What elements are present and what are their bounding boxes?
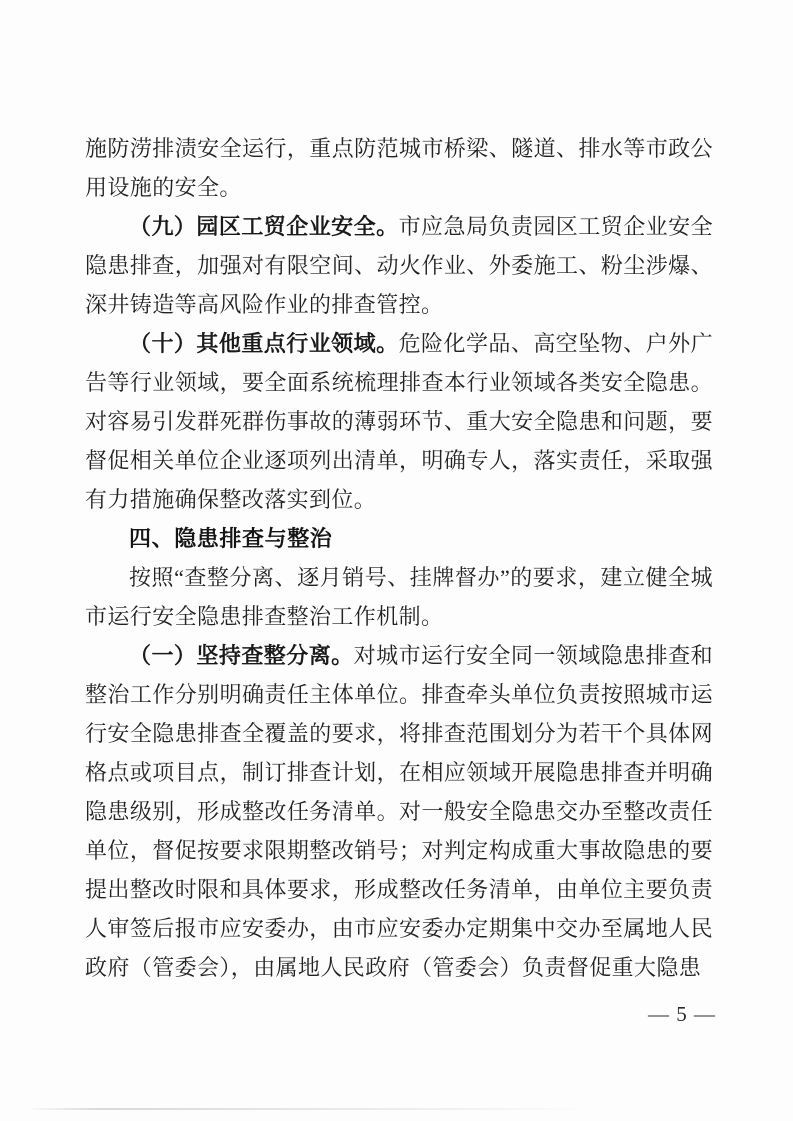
scan-edge-shadow [32,1108,592,1110]
section-heading-four: 四、隐患排查与整治 [129,526,333,551]
item-nine-lead: （九）园区工贸企业安全。 [129,214,399,239]
document-body [85,129,713,987]
item-one-lead: （一）坚持查整分离。 [129,643,354,668]
page-number: — 5 — [648,1002,716,1026]
item-ten-lead: （十）其他重点行业领域。 [129,331,399,356]
paragraph-continuation: 施防涝排渍安全运行，重点防范城市桥梁、隧道、排水等市政公用设施的安全。 [85,136,713,200]
paragraph-item-ten [85,324,713,519]
paragraph-item-nine [85,207,713,324]
item-ten-text: 危险化学品、高空坠物、户外广告等行业领域，要全面系统梳理排查本行业领域各类安全隐患。对容易引发群死群伤事故的薄弱环节、重大安全隐患和问题，要督促相关单位企业逐项列出清单，明确专人，落实责任，采取强有力措施确保整改落实到位。 [85,331,713,512]
item-nine-text: 市应急局负责园区工贸企业安全隐患排查，加强对有限空间、动火作业、外委施工、粉尘涉爆、深井铸造等高风险作业的排查管控。 [85,214,713,317]
paragraph-intro: 按照“查整分离、逐月销号、挂牌督办”的要求，建立健全城市运行安全隐患排查整治工作机制。 [85,565,713,629]
paragraph-item-one [85,636,713,987]
item-one-text: 对城市运行安全同一领域隐患排查和整治工作分别明确责任主体单位。排查牵头单位负责按照城市运行安全隐患排查全覆盖的要求，将排查范围划分为若干个具体网格点或项目点，制订排查计划，在相应领域开展隐患排查并明确隐患级别，形成整改任务清单。对一般安全隐患交办至整改责任单位，督促按要求限期整改销号；对判定构成重大事故隐患的要提出整改时限和具体要求，形成整改任务清单，由单位主要负责人审签后报市应安委办，由市应安委办定期集中交办至属地人民政府（管委会），由属地人民政府（管委会）负责督促重大隐患 [85,643,713,980]
